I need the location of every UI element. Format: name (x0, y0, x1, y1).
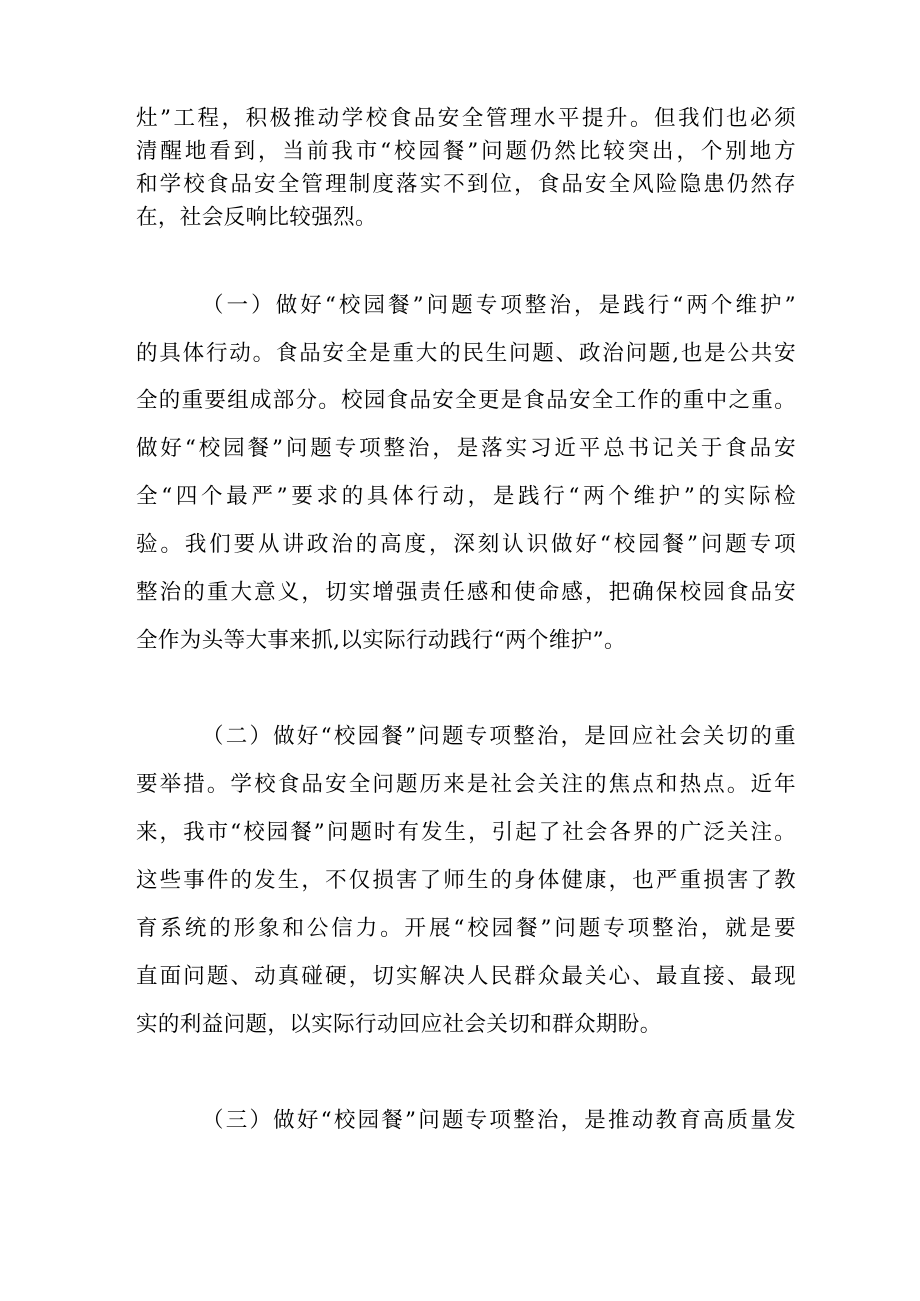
text-line: 来，我市“校园餐”问题时有发生，引起了社会各界的广泛关注。 (136, 820, 796, 845)
text-line: 在，社会反响比较强烈。 (136, 205, 377, 230)
section-heading-3: （三）做好“校园餐”问题专项整治，是推动教育高质量发 (202, 1108, 796, 1133)
text-line: 全的重要组成部分。校园食品安全更是食品安全工作的重中之重。 (136, 388, 796, 413)
text-line: 实的利益问题，以实际行动回应社会关切和群众期盼。 (136, 1012, 662, 1037)
text-line: 全作为头等大事来抓,以实际行动践行“两个维护”。 (136, 628, 626, 653)
section-heading-1: （一）做好“校园餐”问题专项整治，是践行“两个维护” (202, 293, 796, 318)
text-line: 整治的重大意义，切实增强责任感和使命感，把确保校园食品安 (136, 580, 796, 605)
text-line: 全“四个最严”要求的具体行动，是践行“两个维护”的实际检 (136, 484, 796, 509)
text-line: 灶”工程，积极推动学校食品安全管理水平提升。但我们也必须 (136, 106, 796, 131)
text-line: 和学校食品安全管理制度落实不到位，食品安全风险隐患仍然存 (136, 172, 796, 197)
text-line: 的具体行动。食品安全是重大的民生问题、政治问题,也是公共安 (136, 341, 796, 366)
text-line: 直面问题、动真碰硬，切实解决人民群众最关心、最直接、最现 (136, 964, 796, 989)
text-line: 做好“校园餐”问题专项整治，是落实习近平总书记关于食品安 (136, 436, 796, 461)
text-line: 清醒地看到，当前我市“校园餐”问题仍然比较突出，个别地方 (136, 139, 796, 164)
text-line: 验。我们要从讲政治的高度，深刻认识做好“校园餐”问题专项 (136, 532, 796, 557)
text-line: 育系统的形象和公信力。开展“校园餐”问题专项整治，就是要 (136, 916, 796, 941)
text-line: 这些事件的发生，不仅损害了师生的身体健康，也严重损害了教 (136, 868, 796, 893)
section-heading-2: （二）做好“校园餐”问题专项整治，是回应社会关切的重 (202, 724, 796, 749)
text-line: 要举措。学校食品安全问题历来是社会关注的焦点和热点。近年 (136, 772, 796, 797)
